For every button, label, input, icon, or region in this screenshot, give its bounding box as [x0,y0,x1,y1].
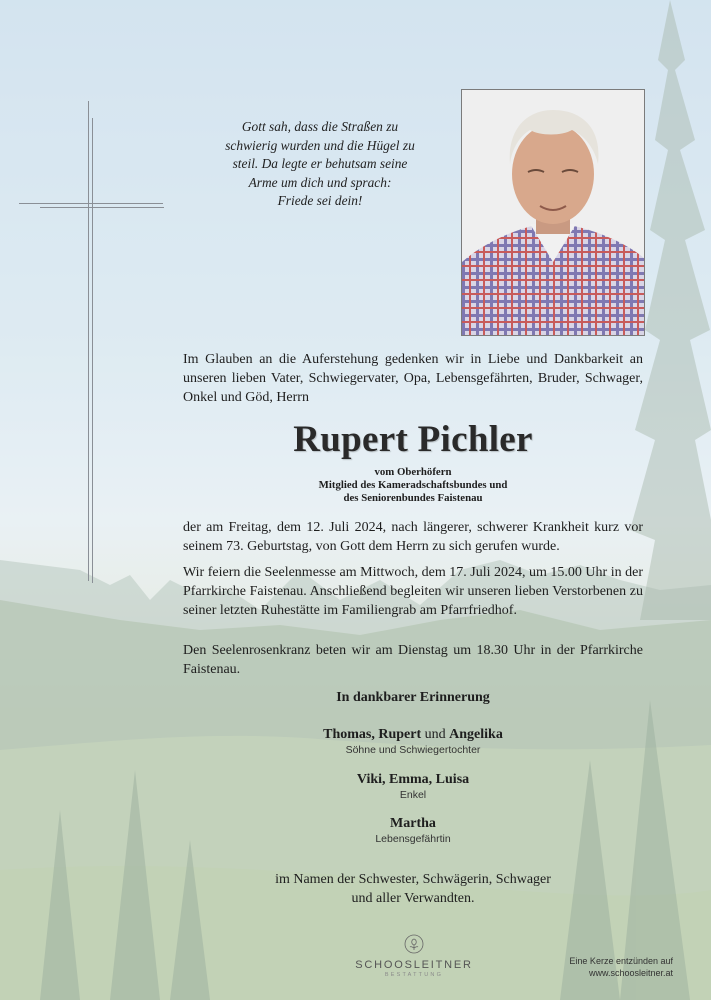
cross-horizontal-line [19,203,163,204]
quote-line: steil. Da legte er behutsam seine [232,156,408,172]
rose-emblem-icon [404,934,424,954]
cross-vertical-line-2 [92,118,93,583]
funeral-paragraph: Wir feiern die Seelenmesse am Mittwoch, dem 17. Juli 2024, um 15.00 Uhr in der Pfarrkirche Faistenau. Anschließend begleiten wir unseren lieben Verstorbenen zu seiner letzten Ruhestätte im Familiengrab am Pfarrfriedhof. [183,565,643,619]
cross-horizontal-line-2 [40,207,164,208]
candle-notice [500,955,673,979]
mourner-names [183,726,643,744]
rosary-paragraph: Den Seelenrosenkranz beten wir am Dienstag um 18.30 Uhr in der Pfarrkirche Faistenau. [183,643,643,678]
mourner-names: Martha [390,816,436,831]
funeral-home-logo [340,934,488,978]
candle-text: Eine Kerze entzünden auf [569,956,673,966]
quote-line: Arme um dich und sprach: [248,174,392,190]
deceased-name: Rupert Pichler [293,419,533,460]
mourner-relation: Söhne und Schwiegertochter [345,744,481,756]
quote-line: Friede sei dein! [277,193,363,209]
cross-vertical-line [88,101,89,581]
memorial-quote [205,118,435,211]
memory-heading: In dankbarer Erinnerung [336,690,490,705]
mourner-relation: Lebensgefährtin [375,833,451,845]
logo-subtitle: BESTATTUNG [384,972,444,978]
subtitle-line: vom Oberhöfern [374,466,452,478]
mourner-names: Viki, Emma, Luisa [356,772,470,787]
closing-line: im Namen der Schwester, Schwägerin, Schwager [275,872,551,887]
mourner-relation: Enkel [399,789,427,801]
quote-line: Gott sah, dass die Straßen zu [241,119,399,134]
quote-line: schwierig wurden und die Hügel zu [225,137,415,153]
portrait-photo [461,89,645,336]
subtitle-line: des Seniorenbundes Faistenau [343,492,483,504]
logo-name: SCHOOSLEITNER [355,959,473,971]
closing-line: und aller Verwandten. [351,891,475,906]
mourner-names-part: Thomas, Rupert [323,727,422,742]
mourner-names-part: Angelika [449,727,503,742]
website-link[interactable]: www.schoosleitner.at [588,968,673,978]
mourner-connector: und [421,727,450,742]
intro-text: Im Glauben an die Auferstehung gedenken wir in Liebe und Dankbarkeit an unseren lieben Vater, Schwiegervater, Opa, Lebensgefährten, Bruder, Schwager, Onkel und Göd, Herrn [183,352,643,406]
subtitle-line: Mitglied des Kameradschaftsbundes und [318,479,508,491]
death-notice-paragraph: der am Freitag, dem 12. Juli 2024, nach längerer, schwerer Krankheit kurz vor seinem 73. Geburtstag, von Gott dem Herrn zu sich gerufen wurde. [183,520,643,555]
